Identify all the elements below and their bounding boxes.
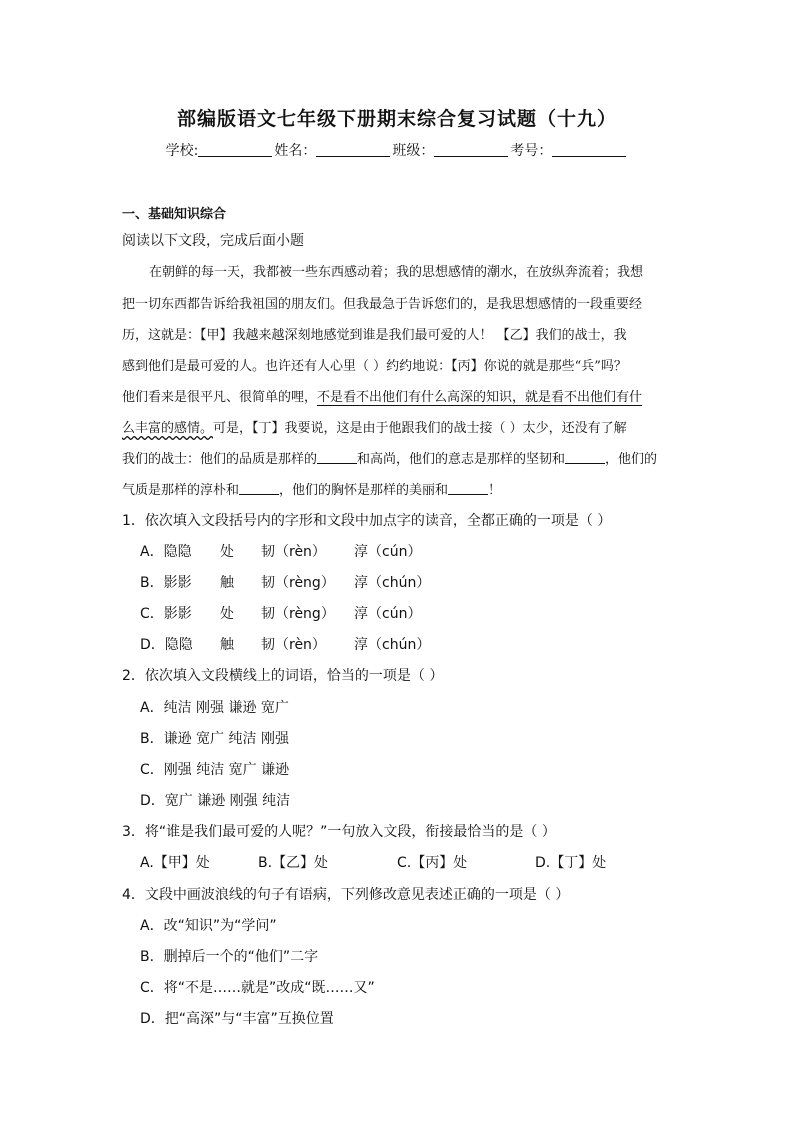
passage-text: ！ xyxy=(488,483,502,498)
passage-text: ，他们的 xyxy=(605,452,658,467)
school-label: 学校: xyxy=(165,143,199,159)
question-4-option-d[interactable]: D．把“高深”与“丰富”互换位置 xyxy=(140,1011,334,1027)
question-1-option-b[interactable] xyxy=(140,572,440,592)
question-1-option-a[interactable] xyxy=(140,541,440,561)
question-3-option-d[interactable]: D.【丁】处 xyxy=(535,855,607,871)
passage-line xyxy=(122,417,682,436)
passage-text: 和高尚，他们的意志是那样的坚韧和 xyxy=(357,452,566,467)
passage-line: 在朝鲜的每一天，我都被一些东西感动着；我的思想感情的潮水，在放纵奔流着；我想 xyxy=(149,265,644,280)
class-blank[interactable] xyxy=(434,142,508,157)
option-word: 韧（rèng） xyxy=(261,575,335,591)
question-4-stem: 4．文段中画波浪线的句子有语病，下列修改意见表述正确的一项是（ ） xyxy=(122,887,570,903)
option-word: 处 xyxy=(220,544,234,560)
class-label: 班级： xyxy=(392,143,435,159)
exam-no-blank[interactable] xyxy=(552,142,626,157)
question-1-stem: 1．依次填入文段括号内的字形和文段中加点字的读音，全都正确的一项是（ ） xyxy=(122,513,612,529)
passage-text: 可是，【丁】我要说，这是由于他跟我们的战士接（ ）太少，还没有了解 xyxy=(213,421,627,436)
question-4-option-c[interactable]: C．将“不是……就是”改成“既……又” xyxy=(140,980,375,996)
option-word: A．隐隐 xyxy=(140,544,192,560)
question-4-option-b[interactable]: B．删掉后一个的“他们”二字 xyxy=(140,949,319,965)
question-3-stem: 3．将“谁是我们最可爱的人呢？”一句放入文段，衔接最恰当的是（ ） xyxy=(122,824,556,840)
question-2-stem: 2．依次填入文段横线上的词语，恰当的一项是（ ） xyxy=(122,668,444,684)
question-3-option-a[interactable]: A.【甲】处 xyxy=(140,855,210,871)
name-blank[interactable] xyxy=(316,142,390,157)
fill-blank[interactable] xyxy=(448,482,488,495)
passage-line xyxy=(122,386,682,405)
option-word: D．隐隐 xyxy=(140,637,193,653)
fill-blank[interactable] xyxy=(565,451,605,464)
option-word: 淳（chún） xyxy=(354,575,431,591)
option-word: B．影影 xyxy=(140,575,192,591)
section-heading: 一、基础知识综合 xyxy=(122,207,227,222)
passage-line: 感到他们是最可爱的人。也许还有人心里（ ）约约地说：【丙】你说的就是那些“兵”吗？ xyxy=(122,359,627,374)
student-info-row xyxy=(0,140,794,160)
option-word: 触 xyxy=(220,575,234,591)
option-word: 淳（chún） xyxy=(354,637,431,653)
passage-line: 把一切东西都告诉给我祖国的朋友们。但我最急于告诉您们的，是我思想感情的一段重要经 xyxy=(122,297,643,312)
passage-text: 他们看来是很平凡、很简单的哩， xyxy=(122,390,318,405)
passage-text: 我们的战士：他们的品质是那样的 xyxy=(122,452,318,467)
passage-text: 气质是那样的淳朴和 xyxy=(122,483,240,498)
question-2-option-b[interactable]: B．谦逊 宽广 纯洁 刚强 xyxy=(140,731,289,747)
option-word: 处 xyxy=(220,606,234,622)
option-word: 淳（cún） xyxy=(354,606,422,622)
option-word: 韧（rèng） xyxy=(261,606,335,622)
question-3-option-c[interactable]: C.【丙】处 xyxy=(397,855,468,871)
wavy-underlined-sentence: 么丰富的感情。 xyxy=(122,421,214,436)
school-blank[interactable] xyxy=(198,142,272,157)
name-label: 姓名： xyxy=(274,143,317,159)
question-1-option-d[interactable] xyxy=(140,634,440,654)
question-3-option-b[interactable]: B.【乙】处 xyxy=(258,855,329,871)
question-2-option-d[interactable]: D．宽广 谦逊 刚强 纯洁 xyxy=(140,793,291,809)
passage-line: 历，这就是：【甲】我越来越深刻地感觉到谁是我们最可爱的人！ 【乙】我们的战士，我 xyxy=(122,328,627,343)
underlined-sentence: 不是看不出他们有什么高深的知识，就是看不出他们有什 xyxy=(317,390,643,405)
section-instruction: 阅读以下文段，完成后面小题 xyxy=(122,233,304,249)
question-2-option-a[interactable]: A．纯洁 刚强 谦逊 宽广 xyxy=(140,700,289,716)
passage-line xyxy=(122,448,682,467)
option-word: 韧（rèn） xyxy=(261,544,326,560)
fill-blank[interactable] xyxy=(317,451,357,464)
fill-blank[interactable] xyxy=(239,482,279,495)
option-word: 触 xyxy=(220,637,234,653)
passage-line xyxy=(122,479,682,498)
exam-no-label: 考号： xyxy=(510,143,553,159)
question-2-option-c[interactable]: C．刚强 纯洁 宽广 谦逊 xyxy=(140,762,290,778)
option-word: 韧（rèn） xyxy=(261,637,326,653)
question-1-option-c[interactable] xyxy=(140,603,440,623)
option-word: C．影影 xyxy=(140,606,192,622)
option-word: 淳（cún） xyxy=(354,544,422,560)
passage-text: ，他们的胸怀是那样的美丽和 xyxy=(279,483,449,498)
page-title: 部编版语文七年级下册期末综合复习试题（十九） xyxy=(176,108,617,130)
question-4-option-a[interactable]: A．改“知识”为“学问” xyxy=(140,918,277,934)
